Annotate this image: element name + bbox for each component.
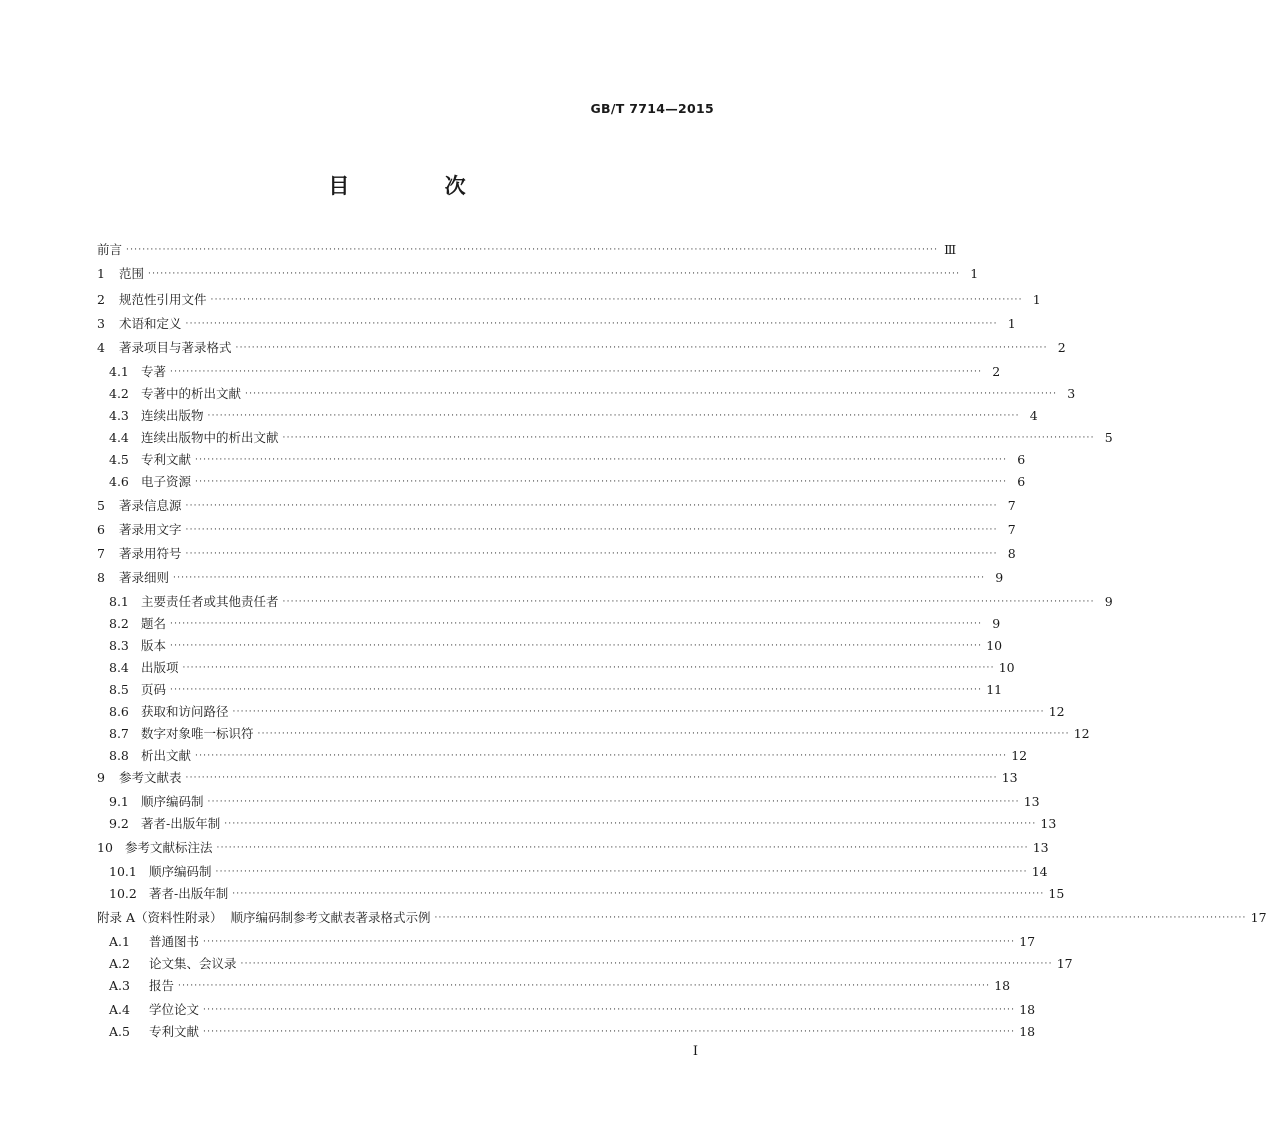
toc-entry-page: 3 [1067,386,1076,401]
toc-entry-page: 4 [1029,408,1038,423]
leader-dots: ········································································································································································································ [257,729,1070,739]
toc-entry-page: 9 [1104,594,1113,609]
toc-entry[interactable] [97,862,1048,882]
toc-entry[interactable] [97,406,1038,426]
toc-entry[interactable] [97,1022,1036,1042]
leader-dots: ········································································································································································································ [232,889,1045,899]
leader-dots: ········································································································································································································ [182,663,995,673]
toc-entry-number: 4.2 [109,386,129,401]
toc-entry-page: 6 [1017,474,1026,489]
leader-dots: ········································································································································································································ [178,981,991,991]
leader-dots: ········································································································································································································ [207,411,1020,421]
toc-entry[interactable] [97,702,1065,722]
toc-entry-page: 12 [1011,748,1028,763]
toc-entry-label: 普通图书 [149,934,200,949]
toc-entry-label: 连续出版物 [141,408,204,423]
toc-entry[interactable] [97,472,1026,492]
toc-entry-number: A.3 [109,978,130,993]
toc-entry-number: 10.2 [109,886,137,901]
leader-dots: ········································································································································································································ [203,937,1016,947]
toc-entry[interactable] [97,884,1065,904]
toc-entry-page: 10 [986,638,1003,653]
toc-entry-number: A.5 [109,1024,130,1039]
leader-dots: ········································································································································································································ [216,843,1029,853]
leader-dots: ········································································································································································································ [240,959,1053,969]
leader-dots: ········································································································································································································ [170,685,983,695]
standard-code: GB/T 7714—2015 [590,101,714,116]
toc-entry[interactable] [97,636,1003,656]
leader-dots: ········································································································································································································ [235,343,1048,353]
leader-dots: ········································································································································································································ [185,773,998,783]
leader-dots: ········································································································································································································ [232,707,1045,717]
toc-entry[interactable] [97,658,1015,678]
toc-entry[interactable] [97,314,1016,334]
toc-entry-page: 1 [970,266,979,281]
toc-entry-label: 著录用文字 [119,522,182,537]
toc-entry-page: 13 [1032,840,1049,855]
toc-entry-label: 著录用符号 [119,546,182,561]
leader-dots: ········································································································································································································ [434,913,1247,923]
toc-entry-label: 术语和定义 [119,316,182,331]
toc-entry-number: 4 [97,340,105,355]
leader-dots: ········································································································································································································ [282,597,1095,607]
toc-entry-page: 1 [1032,292,1041,307]
toc-entry-label: 页码 [141,682,167,697]
toc-entry-number: 8.7 [109,726,129,741]
toc-entry-number: 10.1 [109,864,137,879]
toc-entry-page: 13 [1023,794,1040,809]
toc-entry[interactable] [97,746,1028,766]
toc-entry[interactable] [97,680,1003,700]
toc-entry-page: 13 [1001,770,1018,785]
toc-entry[interactable] [97,290,1041,310]
toc-entry-label: 析出文献 [141,748,192,763]
toc-entry-label: 版本 [141,638,167,653]
toc-entry[interactable] [97,362,1001,382]
toc-entry[interactable] [97,496,1016,516]
toc-entry[interactable] [97,592,1113,612]
toc-entry-page: 7 [1007,498,1016,513]
leader-dots: ········································································································································································································ [126,245,939,255]
toc-entry-number: 4.1 [109,364,129,379]
toc-entry-label: 规范性引用文件 [119,292,207,307]
toc-entry[interactable] [97,976,1011,996]
toc-entry-number: 5 [97,498,105,513]
toc-entry-page: 8 [1007,546,1016,561]
toc-entry-label: 出版项 [141,660,179,675]
toc-entry-page: 5 [1104,430,1113,445]
toc-entry-label: 著录细则 [119,570,170,585]
toc-entry-page: 12 [1073,726,1090,741]
toc-entry-page: 2 [1057,340,1066,355]
toc-entry-number: 1 [97,266,105,281]
toc-entry-label: 参考文献表 [119,770,182,785]
toc-entry[interactable] [97,954,1073,974]
toc-entry-number: 8.8 [109,748,129,763]
toc-entry[interactable] [97,838,1049,858]
toc-entry-number: A.1 [109,934,130,949]
toc-entry-page: 15 [1048,886,1065,901]
toc-entry-label: 著者-出版年制 [149,886,229,901]
leader-dots: ········································································································································································································ [195,455,1008,465]
toc-entry-label: 报告 [149,978,175,993]
toc-entry-label: 专著 [141,364,167,379]
leader-dots: ········································································································································································································ [185,501,998,511]
toc-entry[interactable] [97,932,1036,952]
toc-entry[interactable] [97,240,957,260]
toc-entry-number: 4.3 [109,408,129,423]
toc-entry-label: 参考文献标注法 [125,840,213,855]
leader-dots: ········································································································································································································ [170,641,983,651]
toc-entry-page: 9 [995,570,1004,585]
toc-entry[interactable] [97,724,1090,744]
toc-entry-page: 14 [1031,864,1048,879]
toc-entry-page: Ⅲ [944,242,957,257]
toc-entry-label: 范围 [119,266,145,281]
toc-entry-number: A.4 [109,1002,130,1017]
toc-entry[interactable] [97,544,1016,564]
toc-entry-number: 9.1 [109,794,129,809]
leader-dots: ········································································································································································································ [195,751,1008,761]
toc-entry-label: 主要责任者或其他责任者 [141,594,279,609]
toc-entry-number: 7 [97,546,105,561]
toc-entry[interactable] [97,768,1018,788]
toc-entry-label: 题名 [141,616,167,631]
toc-entry-page: 12 [1048,704,1065,719]
toc-entry-number: 2 [97,292,105,307]
toc-entry-label: 顺序编码制 [149,864,212,879]
toc-entry-number: 8.3 [109,638,129,653]
toc-entry-label: 论文集、会议录 [149,956,237,971]
leader-dots: ········································································································································································································ [203,1027,1016,1037]
toc-entry-page: 18 [1019,1002,1036,1017]
toc-entry-label: 学位论文 [149,1002,200,1017]
toc-entry[interactable] [97,792,1040,812]
toc-entry-number: 8.6 [109,704,129,719]
toc-entry-number: 8.4 [109,660,129,675]
leader-dots: ········································································································································································································ [224,819,1037,829]
toc-entry[interactable] [97,520,1016,540]
toc-entry[interactable] [97,264,979,284]
toc-entry[interactable] [97,908,1267,928]
toc-entry-page: 18 [994,978,1011,993]
toc-entry-page: 6 [1017,452,1026,467]
toc-entry-label: 电子资源 [141,474,192,489]
leader-dots: ········································································································································································································ [207,797,1020,807]
toc-entry-number: 8 [97,570,105,585]
toc-entry-label: 著者-出版年制 [141,816,221,831]
toc-entry[interactable] [97,614,1001,634]
toc-entry-label: 附录 A（资料性附录） 顺序编码制参考文献表著录格式示例 [97,910,431,925]
leader-dots: ········································································································································································································ [185,525,998,535]
toc-entry-label: 顺序编码制 [141,794,204,809]
leader-dots: ········································································································································································································ [215,867,1028,877]
toc-entry-label: 专利文献 [149,1024,200,1039]
toc-entry-label: 数字对象唯一标识符 [141,726,254,741]
toc-entry[interactable] [97,428,1113,448]
toc-entry[interactable] [97,1000,1036,1020]
toc-entry[interactable] [97,814,1057,834]
leader-dots: ········································································································································································································ [210,295,1023,305]
toc-entry-label: 专利文献 [141,452,192,467]
toc-entry-page: 2 [992,364,1001,379]
toc-entry-label: 连续出版物中的析出文献 [141,430,279,445]
toc-entry-label: 获取和访问路径 [141,704,229,719]
leader-dots: ········································································································································································································ [245,389,1058,399]
toc-entry-page: 1 [1007,316,1016,331]
toc-entry-number: 4.4 [109,430,129,445]
toc-entry-page: 7 [1007,522,1016,537]
leader-dots: ········································································································································································································ [185,549,998,559]
toc-entry-number: 3 [97,316,105,331]
leader-dots: ········································································································································································································ [148,269,961,279]
toc-entry[interactable] [97,384,1076,404]
toc-entry-page: 18 [1019,1024,1036,1039]
leader-dots: ········································································································································································································ [170,367,983,377]
toc-entry-page: 10 [998,660,1015,675]
leader-dots: ········································································································································································································ [195,477,1008,487]
toc-entry-number: 4.5 [109,452,129,467]
toc-entry-number: 8.2 [109,616,129,631]
toc-entry-page: 17 [1019,934,1036,949]
toc-entry-page: 17 [1250,910,1267,925]
toc-entry-label: 著录信息源 [119,498,182,513]
toc-entry-number: 9 [97,770,105,785]
leader-dots: ········································································································································································································ [170,619,983,629]
toc-entry-page: 13 [1040,816,1057,831]
toc-entry-page: 17 [1056,956,1073,971]
toc-entry[interactable] [97,338,1066,358]
leader-dots: ········································································································································································································ [185,319,998,329]
toc-entry[interactable] [97,450,1026,470]
toc-entry-number: 9.2 [109,816,129,831]
toc-entry-number: 8.5 [109,682,129,697]
toc-entry-page: 11 [986,682,1003,697]
toc-entry-number: 8.1 [109,594,129,609]
leader-dots: ········································································································································································································ [203,1005,1016,1015]
toc-entry-number: 4.6 [109,474,129,489]
leader-dots: ········································································································································································································ [282,433,1095,443]
toc-entry-number: A.2 [109,956,130,971]
toc-entry-number: 6 [97,522,105,537]
toc-entry-page: 9 [992,616,1001,631]
page-title: 目 次 [328,173,510,198]
toc-entry-label: 专著中的析出文献 [141,386,242,401]
toc-entry-label: 著录项目与著录格式 [119,340,232,355]
toc-entry[interactable] [97,568,1004,588]
leader-dots: ········································································································································································································ [173,573,986,583]
toc-entry-label: 前言 [97,242,123,257]
page-number: I [692,1044,698,1059]
toc-entry-number: 10 [97,840,113,855]
